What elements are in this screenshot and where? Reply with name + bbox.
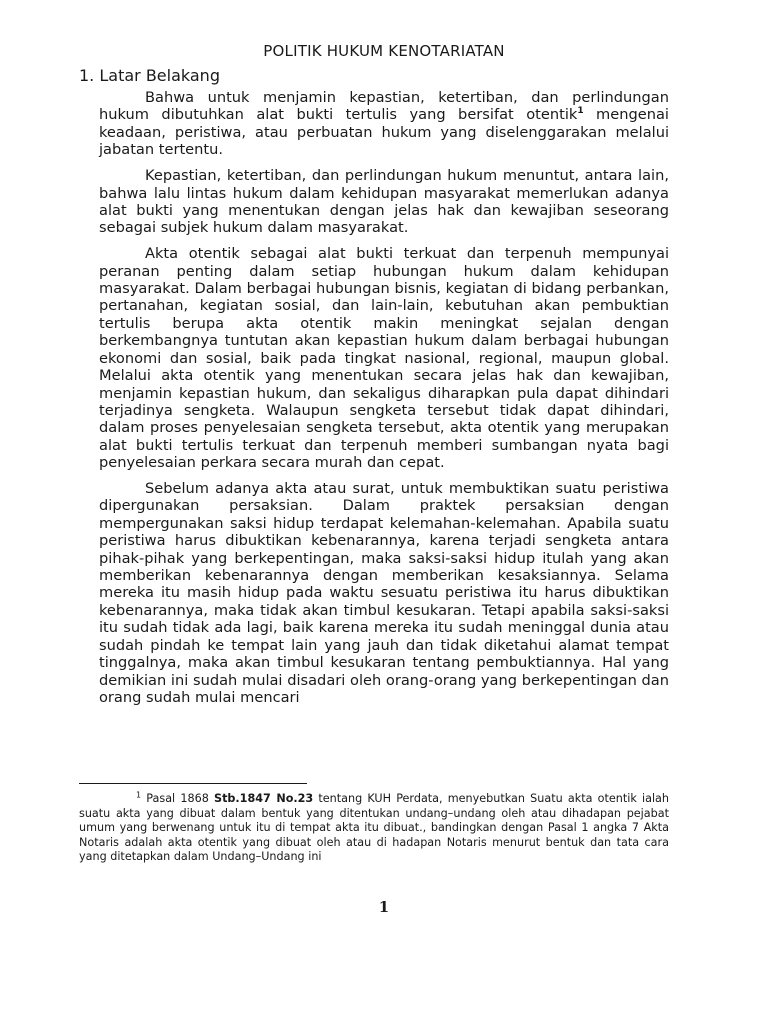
footnote-citation: Stb.1847 No.23 — [214, 792, 314, 805]
document-title: POLITIK HUKUM KENOTARIATAN — [263, 42, 505, 60]
section-heading: 1. Latar Belakang — [79, 66, 220, 85]
paragraph-1-text-cont: mengenai keadaan, peristiwa, atau perbuatan hukum yang diselenggarakan melalui jabatan tertentu. — [99, 106, 669, 159]
footnote-text-1: Pasal 1868 — [141, 792, 215, 805]
footnote — [79, 792, 669, 865]
footnote-reference[interactable]: 1 — [577, 106, 584, 117]
paragraph-4: Sebelum adanya akta atau surat, untuk membuktikan suatu peristiwa dipergunakan persaksian. Dalam praktek persaksian dengan mempergunakan saksi hidup terdapat kelemahan-kelemahan. Apabila suatu peristiwa harus dibuktikan kebenarannya, karena terjadi sengketa antara pihak-pihak yang berkepentingan, maka saksi-saksi hidup itulah yang akan memberikan kebenarannya dengan memberikan kesaksiannya. Selama mereka itu masih hidup pada waktu sesuatu peristiwa itu harus dibuktikan kebenarannya, maka tidak akan timbul kesukaran. Tetapi apabila saksi-saksi itu sudah tidak ada lagi, baik karena mereka itu sudah meninggal dunia atau sudah pindah ke tempat lain yang jauh dan tidak diketahui alamat tempat tinggalnya, maka akan timbul kesukaran tentang pembuktiannya. Hal yang demikian ini sudah mulai disadari oleh orang-orang yang berkepentingan dan orang sudah mulai mencari — [99, 480, 669, 706]
footnote-text-2: tentang KUH Perdata, menyebutkan Suatu akta otentik ialah suatu akta yang dibuat dalam bentuk yang ditentukan undang–undang oleh atau dihadapan pejabat umum yang berwenang untuk itu di tempat akta itu dibuat., bandingkan dengan Pasal 1 angka 7 Akta Notaris adalah akta otentik yang dibuat oleh atau di hadapan Notaris menurut bentuk dan tata cara yang ditetapkan dalam Undang–Undang ini — [79, 792, 669, 864]
body-text — [99, 89, 669, 715]
paragraph-3: Akta otentik sebagai alat bukti terkuat dan terpenuh mempunyai peranan penting dalam setiap hubungan hukum dalam kehidupan masyarakat. Dalam berbagai hubungan bisnis, kegiatan di bidang perbankan, pertanahan, kegiatan sosial, dan lain-lain, kebutuhan akan pembuktian tertulis berupa akta otentik makin meningkat sejalan dengan berkembangnya tuntutan akan kepastian hukum dalam berbagai hubungan ekonomi dan sosial, baik pada tingkat nasional, regional, maupun global. Melalui akta otentik yang menentukan secara jelas hak dan kewajiban, menjamin kepastian hukum, dan sekaligus diharapkan pula dapat dihindari terjadinya sengketa. Walaupun sengketa tersebut tidak dapat dihindari, dalam proses penyelesaian sengketa tersebut, akta otentik yang merupakan alat bukti tertulis terkuat dan terpenuh memberi sumbangan nyata bagi penyelesaian perkara secara murah dan cepat. — [99, 245, 669, 472]
paragraph-2: Kepastian, ketertiban, dan perlindungan hukum menuntut, antara lain, bahwa lalu lintas hukum dalam kehidupan masyarakat memerlukan adanya alat bukti yang menentukan dengan jelas hak dan kewajiban seseorang sebagai subjek hukum dalam masyarakat. — [99, 167, 669, 237]
page-number: 1 — [378, 898, 390, 916]
footnote-mark: 1 — [136, 790, 142, 800]
footnote-separator — [79, 783, 307, 784]
paragraph-1-text: Bahwa untuk menjamin kepastian, ketertiban, dan perlindungan hukum dibutuhkan alat bukti tertulis yang bersifat otentik — [99, 89, 669, 124]
paragraph-1 — [99, 89, 669, 159]
